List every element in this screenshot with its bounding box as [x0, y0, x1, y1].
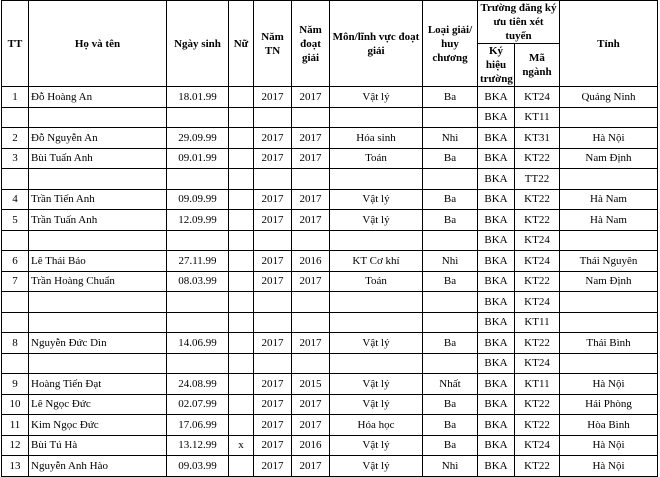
cell-award-year	[292, 312, 330, 333]
cell-dob: 13.12.99	[167, 435, 229, 456]
cell-province: Hà Nam	[560, 189, 658, 210]
cell-award-year: 2017	[292, 189, 330, 210]
cell-award	[423, 230, 478, 251]
cell-grad-year	[254, 353, 292, 374]
cell-grad-year: 2017	[254, 128, 292, 149]
cell-major-code: KT24	[515, 292, 560, 313]
cell-major-code: KT24	[515, 435, 560, 456]
cell-female	[229, 374, 254, 395]
cell-award-year: 2017	[292, 271, 330, 292]
cell-tt: 10	[2, 394, 29, 415]
cell-award: Nhì	[423, 128, 478, 149]
cell-award	[423, 312, 478, 333]
table-row	[2, 210, 658, 231]
cell-subject	[330, 230, 423, 251]
cell-dob: 17.06.99	[167, 415, 229, 436]
cell-female	[229, 251, 254, 272]
col-header-award-year: Năm đoạt giải	[292, 1, 330, 87]
cell-major-code: KT22	[515, 333, 560, 354]
cell-school-code: BKA	[478, 148, 515, 169]
cell-subject: Vật lý	[330, 435, 423, 456]
cell-school-code: BKA	[478, 210, 515, 231]
cell-dob	[167, 292, 229, 313]
cell-award-year: 2017	[292, 415, 330, 436]
col-header-grad-year: Năm TN	[254, 1, 292, 87]
cell-major-code: KT22	[515, 415, 560, 436]
cell-province	[560, 353, 658, 374]
cell-tt: 13	[2, 456, 29, 477]
cell-school-code: BKA	[478, 333, 515, 354]
cell-grad-year: 2017	[254, 210, 292, 231]
table-row	[2, 271, 658, 292]
cell-female	[229, 189, 254, 210]
cell-school-code: BKA	[478, 394, 515, 415]
cell-tt: 5	[2, 210, 29, 231]
col-header-school-code: Ký hiệu trường	[478, 44, 515, 87]
cell-grad-year: 2017	[254, 435, 292, 456]
cell-school-code: BKA	[478, 169, 515, 190]
cell-name	[29, 353, 167, 374]
cell-province: Hà Nội	[560, 128, 658, 149]
cell-award	[423, 169, 478, 190]
cell-major-code: KT31	[515, 128, 560, 149]
cell-female: x	[229, 435, 254, 456]
cell-subject: Vật lý	[330, 189, 423, 210]
col-header-province: Tỉnh	[560, 1, 658, 87]
cell-province: Hà Nội	[560, 374, 658, 395]
cell-subject	[330, 353, 423, 374]
cell-award: Ba	[423, 189, 478, 210]
cell-name: Bùi Tuấn Anh	[29, 148, 167, 169]
cell-major-code: KT11	[515, 107, 560, 128]
cell-tt: 8	[2, 333, 29, 354]
cell-dob	[167, 353, 229, 374]
cell-name: Hoàng Tiến Đạt	[29, 374, 167, 395]
col-header-subject: Môn/lĩnh vực đoạt giải	[330, 1, 423, 87]
cell-award: Ba	[423, 271, 478, 292]
cell-school-code: BKA	[478, 230, 515, 251]
cell-dob: 14.06.99	[167, 333, 229, 354]
cell-subject	[330, 107, 423, 128]
table-row	[2, 230, 658, 251]
cell-award-year: 2015	[292, 374, 330, 395]
cell-subject: Toán	[330, 148, 423, 169]
cell-tt: 6	[2, 251, 29, 272]
cell-province	[560, 107, 658, 128]
cell-award-year	[292, 292, 330, 313]
cell-dob: 02.07.99	[167, 394, 229, 415]
cell-grad-year: 2017	[254, 271, 292, 292]
cell-subject: Toán	[330, 271, 423, 292]
cell-name	[29, 230, 167, 251]
cell-major-code: KT24	[515, 353, 560, 374]
col-header-major-code: Mã ngành	[515, 44, 560, 87]
cell-province	[560, 312, 658, 333]
cell-major-code: KT11	[515, 312, 560, 333]
cell-major-code: KT11	[515, 374, 560, 395]
cell-grad-year	[254, 312, 292, 333]
cell-dob	[167, 169, 229, 190]
cell-dob: 24.08.99	[167, 374, 229, 395]
cell-school-code: BKA	[478, 189, 515, 210]
col-header-name: Họ và tên	[29, 1, 167, 87]
cell-name: Đỗ Nguyễn An	[29, 128, 167, 149]
cell-name	[29, 169, 167, 190]
cell-award-year: 2017	[292, 394, 330, 415]
table-row	[2, 292, 658, 313]
cell-name: Nguyễn Anh Hào	[29, 456, 167, 477]
cell-award: Ba	[423, 333, 478, 354]
cell-major-code: KT22	[515, 456, 560, 477]
cell-major-code: KT22	[515, 189, 560, 210]
cell-award: Ba	[423, 415, 478, 436]
cell-tt: 1	[2, 87, 29, 108]
cell-province	[560, 230, 658, 251]
cell-grad-year: 2017	[254, 394, 292, 415]
cell-grad-year: 2017	[254, 415, 292, 436]
cell-dob: 09.03.99	[167, 456, 229, 477]
table-row	[2, 128, 658, 149]
cell-name: Lê Ngọc Đức	[29, 394, 167, 415]
cell-award-year: 2017	[292, 333, 330, 354]
cell-subject: Vật lý	[330, 456, 423, 477]
cell-subject	[330, 312, 423, 333]
cell-grad-year: 2017	[254, 333, 292, 354]
cell-grad-year	[254, 230, 292, 251]
cell-tt: 4	[2, 189, 29, 210]
cell-female	[229, 271, 254, 292]
cell-award: Ba	[423, 87, 478, 108]
cell-female	[229, 394, 254, 415]
table-row	[2, 333, 658, 354]
table-row	[2, 251, 658, 272]
cell-school-code: BKA	[478, 456, 515, 477]
cell-school-code: BKA	[478, 107, 515, 128]
cell-name: Nguyễn Đức Dìn	[29, 333, 167, 354]
cell-grad-year: 2017	[254, 374, 292, 395]
cell-grad-year: 2017	[254, 251, 292, 272]
cell-tt	[2, 107, 29, 128]
cell-province: Hà Nội	[560, 435, 658, 456]
cell-major-code: KT22	[515, 210, 560, 231]
cell-tt: 12	[2, 435, 29, 456]
table-row	[2, 456, 658, 477]
cell-award-year	[292, 107, 330, 128]
cell-province	[560, 292, 658, 313]
cell-major-code: KT24	[515, 87, 560, 108]
cell-grad-year	[254, 169, 292, 190]
cell-major-code: KT22	[515, 148, 560, 169]
cell-female	[229, 128, 254, 149]
cell-tt: 9	[2, 374, 29, 395]
cell-award-year: 2016	[292, 435, 330, 456]
col-header-school-group: Trường đăng ký ưu tiên xét tuyển	[478, 1, 560, 44]
cell-grad-year: 2017	[254, 148, 292, 169]
cell-name: Trần Tuấn Anh	[29, 210, 167, 231]
cell-major-code: KT22	[515, 271, 560, 292]
table-row	[2, 394, 658, 415]
table-row	[2, 107, 658, 128]
cell-subject: Vật lý	[330, 87, 423, 108]
cell-female	[229, 415, 254, 436]
cell-dob	[167, 107, 229, 128]
cell-subject: Vật lý	[330, 394, 423, 415]
cell-major-code: TT22	[515, 169, 560, 190]
cell-tt	[2, 292, 29, 313]
cell-school-code: BKA	[478, 251, 515, 272]
cell-school-code: BKA	[478, 271, 515, 292]
cell-major-code: KT24	[515, 251, 560, 272]
cell-major-code: KT22	[515, 394, 560, 415]
table-row	[2, 435, 658, 456]
col-header-tt: TT	[2, 1, 29, 87]
cell-award: Nhất	[423, 374, 478, 395]
col-header-dob: Ngày sinh	[167, 1, 229, 87]
cell-school-code: BKA	[478, 353, 515, 374]
cell-tt: 3	[2, 148, 29, 169]
cell-award	[423, 353, 478, 374]
cell-award: Nhì	[423, 456, 478, 477]
cell-name	[29, 312, 167, 333]
table-row	[2, 87, 658, 108]
cell-province: Quảng Ninh	[560, 87, 658, 108]
cell-dob: 09.09.99	[167, 189, 229, 210]
cell-tt: 7	[2, 271, 29, 292]
cell-school-code: BKA	[478, 292, 515, 313]
cell-subject	[330, 292, 423, 313]
cell-tt	[2, 312, 29, 333]
cell-female	[229, 230, 254, 251]
cell-dob: 27.11.99	[167, 251, 229, 272]
cell-grad-year: 2017	[254, 456, 292, 477]
cell-school-code: BKA	[478, 415, 515, 436]
table-row	[2, 374, 658, 395]
cell-name: Lê Thái Bảo	[29, 251, 167, 272]
cell-award: Ba	[423, 148, 478, 169]
cell-female	[229, 353, 254, 374]
cell-name: Trần Tiến Anh	[29, 189, 167, 210]
cell-school-code: BKA	[478, 312, 515, 333]
cell-grad-year: 2017	[254, 189, 292, 210]
cell-major-code: KT24	[515, 230, 560, 251]
cell-subject: KT Cơ khí	[330, 251, 423, 272]
cell-tt: 11	[2, 415, 29, 436]
cell-name	[29, 292, 167, 313]
col-header-female: Nữ	[229, 1, 254, 87]
cell-tt	[2, 169, 29, 190]
cell-female	[229, 148, 254, 169]
cell-province	[560, 169, 658, 190]
cell-name	[29, 107, 167, 128]
cell-name: Kim Ngọc Đức	[29, 415, 167, 436]
cell-female	[229, 210, 254, 231]
cell-dob: 18.01.99	[167, 87, 229, 108]
cell-female	[229, 292, 254, 313]
cell-female	[229, 87, 254, 108]
cell-province: Thái Nguyên	[560, 251, 658, 272]
cell-subject: Vật lý	[330, 374, 423, 395]
cell-province: Hà Nam	[560, 210, 658, 231]
cell-subject: Hóa sinh	[330, 128, 423, 149]
cell-female	[229, 107, 254, 128]
cell-school-code: BKA	[478, 128, 515, 149]
cell-grad-year	[254, 107, 292, 128]
cell-subject	[330, 169, 423, 190]
cell-award-year: 2017	[292, 148, 330, 169]
cell-province: Hòa Bình	[560, 415, 658, 436]
cell-female	[229, 333, 254, 354]
cell-grad-year	[254, 292, 292, 313]
cell-female	[229, 456, 254, 477]
cell-school-code: BKA	[478, 87, 515, 108]
cell-award	[423, 107, 478, 128]
cell-school-code: BKA	[478, 435, 515, 456]
cell-award-year	[292, 230, 330, 251]
cell-tt: 2	[2, 128, 29, 149]
cell-name: Đỗ Hoàng An	[29, 87, 167, 108]
table-row	[2, 353, 658, 374]
cell-award-year: 2017	[292, 128, 330, 149]
cell-award: Ba	[423, 394, 478, 415]
cell-female	[229, 169, 254, 190]
cell-award: Ba	[423, 210, 478, 231]
cell-dob: 09.01.99	[167, 148, 229, 169]
cell-dob: 12.09.99	[167, 210, 229, 231]
cell-female	[229, 312, 254, 333]
col-header-award: Loại giải/ huy chương	[423, 1, 478, 87]
cell-award-year: 2017	[292, 87, 330, 108]
cell-tt	[2, 353, 29, 374]
cell-name: Trần Hoàng Chuẩn	[29, 271, 167, 292]
cell-dob: 08.03.99	[167, 271, 229, 292]
cell-award-year	[292, 169, 330, 190]
cell-dob	[167, 230, 229, 251]
cell-dob: 29.09.99	[167, 128, 229, 149]
cell-award	[423, 292, 478, 313]
cell-tt	[2, 230, 29, 251]
cell-award-year: 2016	[292, 251, 330, 272]
cell-subject: Hóa học	[330, 415, 423, 436]
cell-award-year	[292, 353, 330, 374]
cell-dob	[167, 312, 229, 333]
cell-school-code: BKA	[478, 374, 515, 395]
awards-table	[1, 0, 658, 477]
table-row	[2, 312, 658, 333]
table-row	[2, 415, 658, 436]
cell-province: Hải Phòng	[560, 394, 658, 415]
cell-grad-year: 2017	[254, 87, 292, 108]
cell-award: Nhì	[423, 251, 478, 272]
cell-subject: Vật lý	[330, 333, 423, 354]
cell-subject: Vật lý	[330, 210, 423, 231]
cell-award: Ba	[423, 435, 478, 456]
cell-province: Nam Định	[560, 271, 658, 292]
table-row	[2, 148, 658, 169]
cell-award-year: 2017	[292, 210, 330, 231]
cell-province: Nam Định	[560, 148, 658, 169]
table-row	[2, 189, 658, 210]
cell-name: Bùi Tú Hà	[29, 435, 167, 456]
cell-province: Thái Bình	[560, 333, 658, 354]
cell-province: Hà Nội	[560, 456, 658, 477]
table-row	[2, 169, 658, 190]
cell-award-year: 2017	[292, 456, 330, 477]
